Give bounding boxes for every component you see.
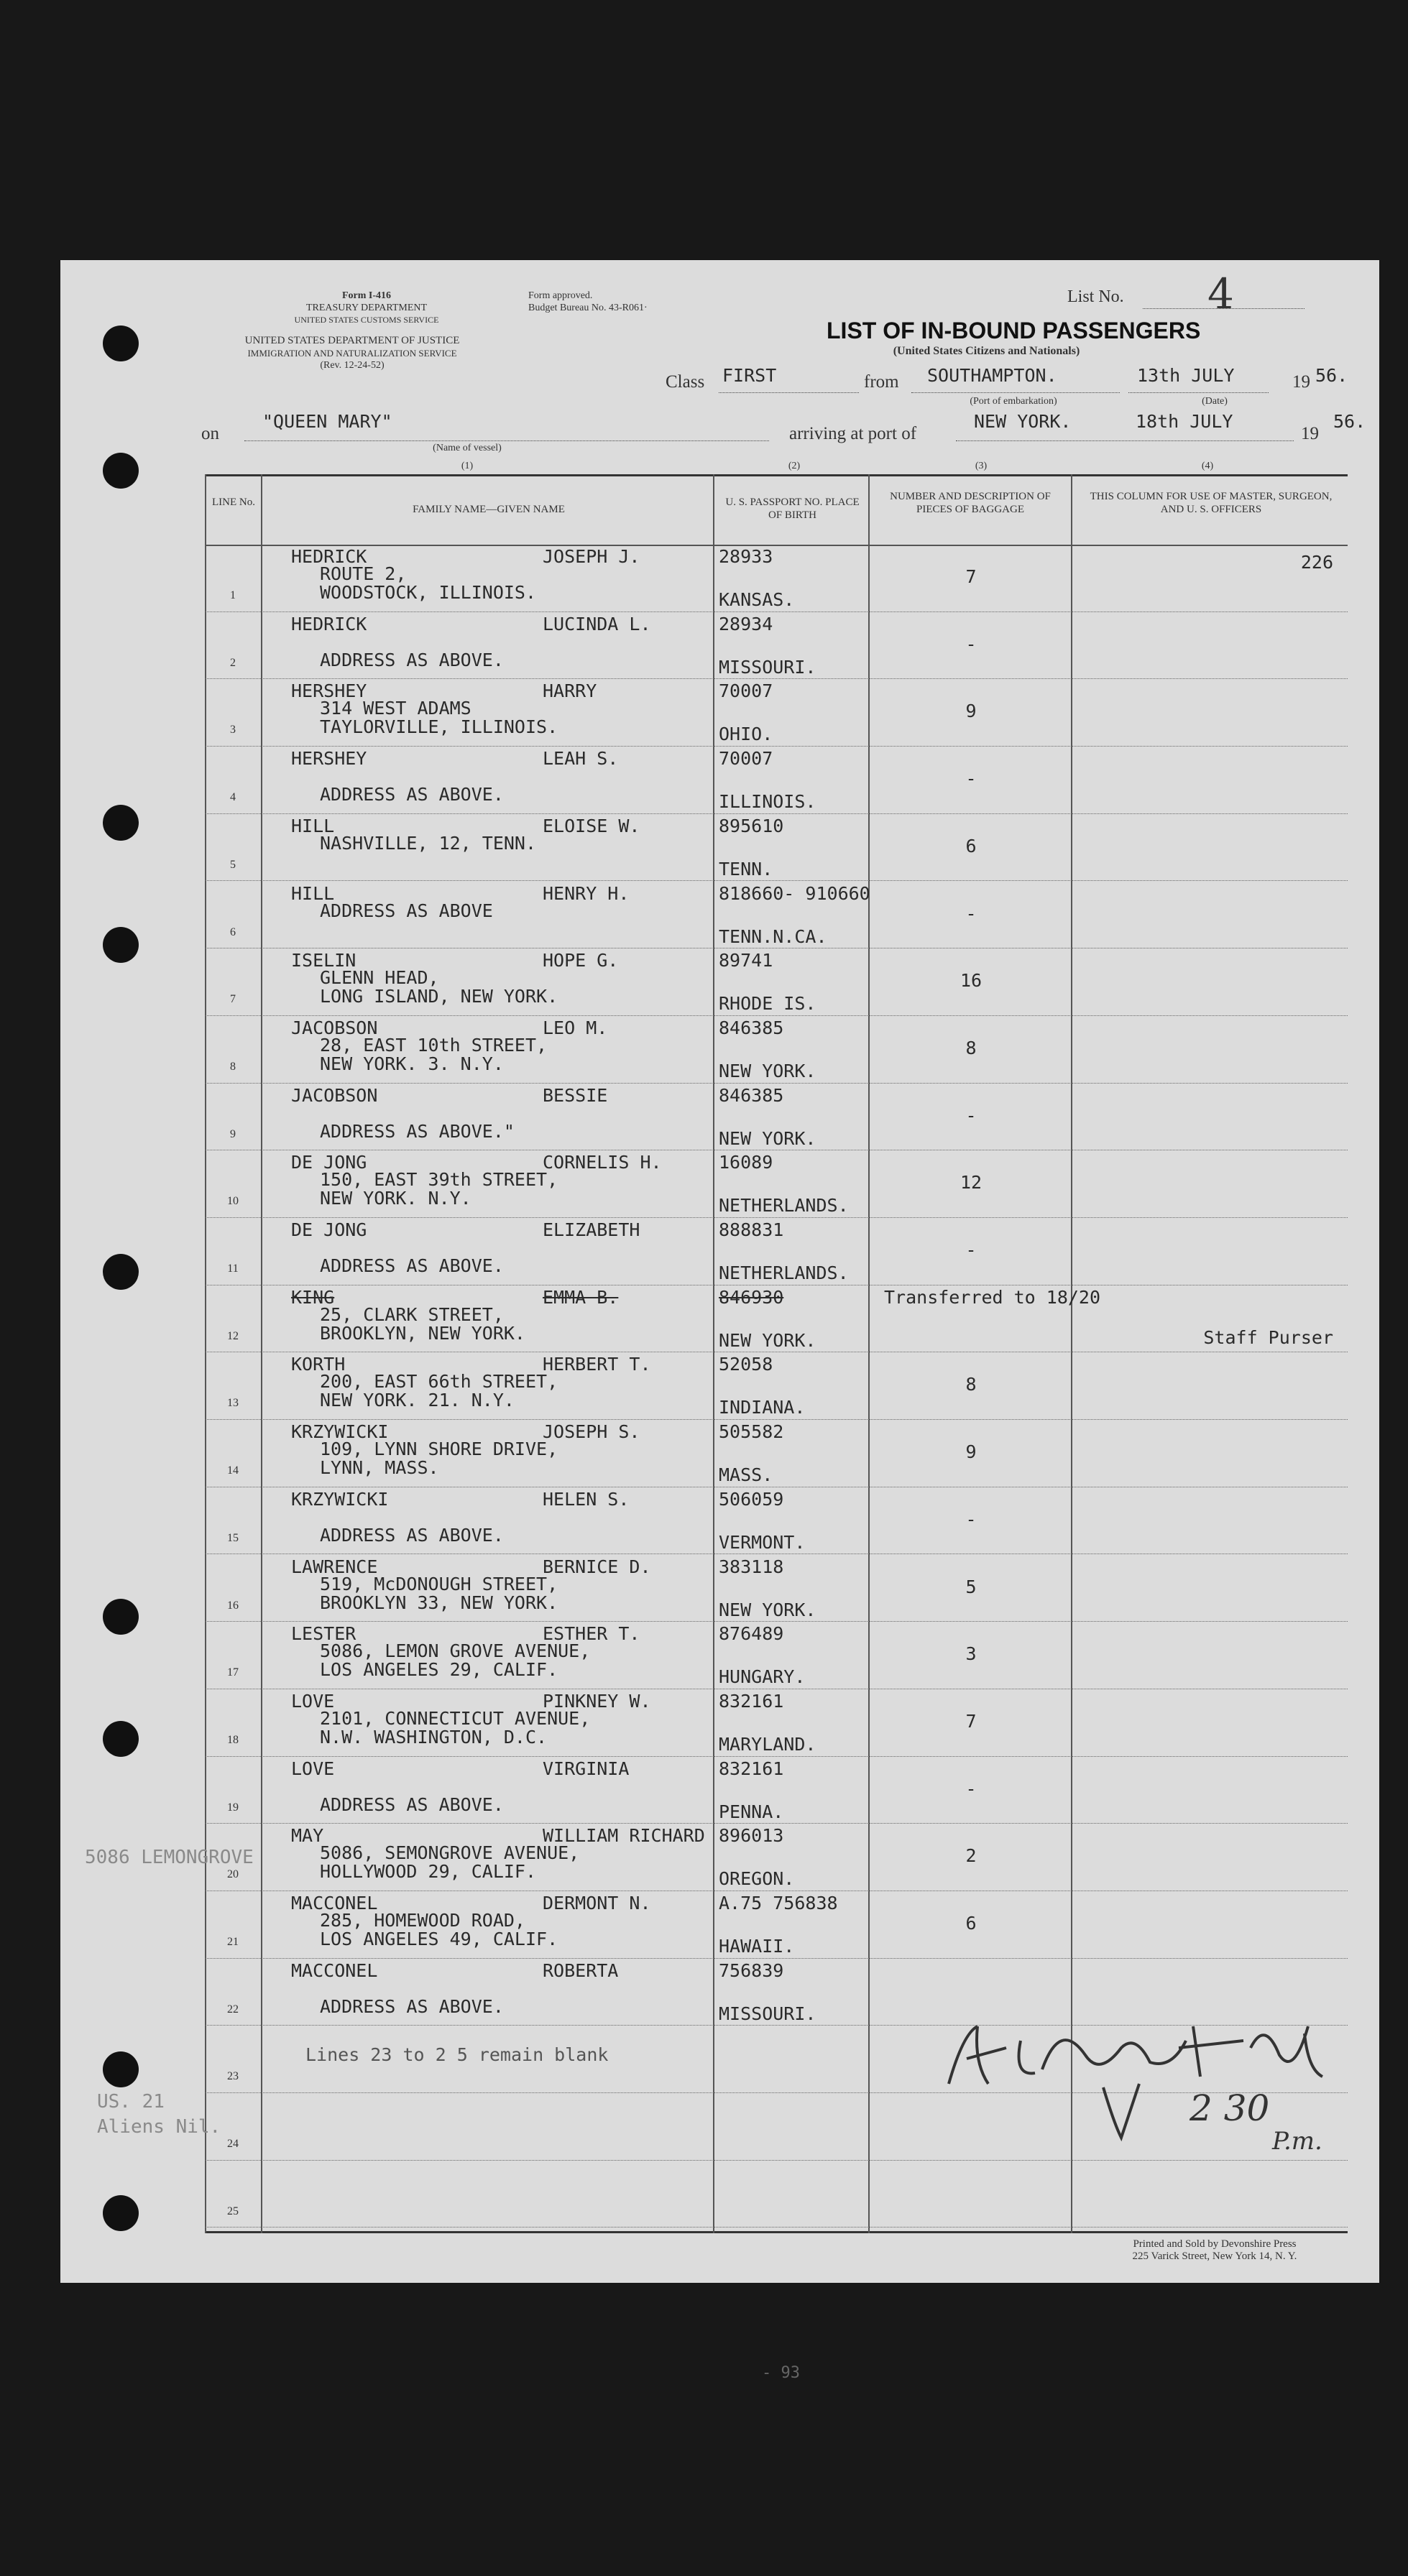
line-number: 23	[227, 2070, 239, 2083]
line-number: 24	[227, 2138, 239, 2151]
family-name: HEDRICK	[291, 613, 367, 634]
given-name: HERBERT T.	[543, 1354, 651, 1375]
table-row	[205, 1689, 1348, 1757]
ins-label: IMMIGRATION AND NATURALIZATION SERVICE	[247, 348, 457, 359]
given-name: ELOISE W.	[543, 815, 640, 836]
address-line-1: 25, CLARK STREET,	[320, 1303, 504, 1325]
given-name: JOSEPH J.	[543, 546, 640, 567]
table-row	[205, 948, 1348, 1016]
punch-hole	[103, 1254, 139, 1290]
baggage-count: 8	[965, 1374, 977, 1395]
passport-number: 876489	[719, 1623, 784, 1645]
address-line-2: HOLLYWOOD 29, CALIF.	[320, 1861, 537, 1883]
col3-number: (3)	[975, 461, 988, 471]
table-row	[205, 1420, 1348, 1487]
baggage-count: 9	[965, 701, 977, 722]
place-of-birth: PENNA.	[719, 1801, 784, 1822]
address-line-1: 519, McDONOUGH STREET,	[320, 1573, 558, 1594]
address-line-2: ADDRESS AS ABOVE."	[320, 1120, 515, 1142]
punch-hole	[103, 453, 139, 489]
form-approved: Form approved.	[528, 290, 593, 301]
address-line-1: NASHVILLE, 12, TENN.	[320, 832, 537, 854]
given-name: ESTHER T.	[543, 1623, 640, 1645]
family-name: MAY	[291, 1825, 324, 1847]
year-prefix: 19	[1292, 372, 1310, 392]
given-name: EMMA B.	[543, 1286, 619, 1308]
line-number: 10	[227, 1195, 239, 1208]
address-line-2: ADDRESS AS ABOVE.	[320, 1995, 504, 2017]
passport-number: 818660- 910660	[719, 882, 870, 904]
family-name: DE JONG	[291, 1219, 367, 1240]
margin-address-note: 5086 LEMONGROVE	[85, 1847, 254, 1868]
baggage-count: 3	[965, 1643, 977, 1665]
line-number: 7	[230, 993, 236, 1006]
line-number: 9	[230, 1127, 236, 1140]
given-name: DERMONT N.	[543, 1893, 651, 1913]
place-of-birth: NEW YORK.	[719, 1329, 816, 1351]
embarkation-year: 56.	[1315, 365, 1348, 386]
address-line-1: 5086, SEMONGROVE AVENUE,	[320, 1842, 580, 1864]
rev-label: (Rev. 12-24-52)	[320, 360, 385, 371]
embarkation-port: SOUTHAMPTON.	[927, 365, 1057, 386]
table-row	[205, 1352, 1348, 1420]
family-name: HILL	[291, 815, 335, 836]
line-number: 21	[227, 1936, 239, 1948]
passport-number: 28933	[719, 546, 773, 567]
table-row	[205, 747, 1348, 814]
passport-number: 756839	[719, 1959, 784, 1981]
embarkation-date: 13th JULY	[1137, 365, 1235, 386]
address-line-1: 5086, LEMON GROVE AVENUE,	[320, 1640, 591, 1662]
table-row	[205, 1824, 1348, 1891]
place-of-birth: NETHERLANDS.	[719, 1262, 849, 1283]
baggage-count: 2	[965, 1845, 977, 1867]
passport-number: A.75 756838	[719, 1893, 838, 1913]
col-line-no-header: LINE No.	[212, 497, 255, 508]
family-name: KRZYWICKI	[291, 1421, 389, 1443]
treasury-label: TREASURY DEPARTMENT	[305, 303, 428, 313]
family-name: KORTH	[291, 1354, 346, 1375]
place-of-birth: MARYLAND.	[719, 1733, 816, 1755]
class-label: Class	[666, 372, 705, 392]
date-note: (Date)	[1202, 396, 1228, 407]
given-name: LUCINDA L.	[543, 613, 651, 634]
col-officers-header: THIS COLUMN FOR USE OF MASTER, SURGEON, AND U. S. OFFICERS	[1090, 491, 1333, 515]
family-name: KRZYWICKI	[291, 1488, 389, 1510]
address-line-1: GLENN HEAD,	[320, 967, 439, 989]
given-name: LEAH S.	[543, 748, 619, 770]
given-name: HARRY	[543, 680, 597, 702]
place-of-birth: ILLINOIS.	[719, 791, 816, 813]
address-line-2: N.W. WASHINGTON, D.C.	[320, 1726, 548, 1748]
punch-hole	[103, 326, 139, 361]
baggage-count: -	[965, 1104, 977, 1126]
address-line-1: 2101, CONNECTICUT AVENUE,	[320, 1707, 591, 1729]
family-name: KING	[291, 1286, 335, 1308]
table-row	[205, 1891, 1348, 1959]
given-name: VIRGINIA	[543, 1758, 630, 1779]
passport-number: 846930	[719, 1286, 784, 1308]
signature-time: 2 30	[1190, 2087, 1270, 2129]
address-line-1: 314 WEST ADAMS	[320, 698, 471, 719]
passport-number: 89741	[719, 950, 773, 971]
family-name: LAWRENCE	[291, 1556, 378, 1577]
family-name: MACCONEL	[291, 1959, 378, 1981]
baggage-count: 8	[965, 1037, 977, 1058]
place-of-birth: NETHERLANDS.	[719, 1195, 849, 1217]
given-name: WILLIAM RICHARD	[543, 1825, 705, 1847]
form-number: Form I-416	[341, 290, 392, 301]
place-of-birth: MISSOURI.	[719, 656, 816, 678]
punch-hole	[103, 805, 139, 841]
line-number: 25	[227, 2205, 239, 2217]
table-row	[205, 1285, 1348, 1353]
punch-hole	[103, 1721, 139, 1757]
from-label: from	[864, 372, 899, 392]
checkmark	[1100, 2080, 1143, 2145]
page-title: LIST OF IN-BOUND PASSENGERS	[827, 318, 1201, 343]
place-of-birth: NEW YORK.	[719, 1127, 816, 1149]
family-name: JACOBSON	[291, 1084, 378, 1106]
col-baggage-header: NUMBER AND DESCRIPTION OF PIECES OF BAGGAGE	[890, 491, 1051, 515]
address-line-2: NEW YORK. 21. N.Y.	[320, 1390, 515, 1411]
arrival-year-prefix: 19	[1301, 424, 1319, 443]
baggage-count: -	[965, 1239, 977, 1260]
passport-number: 506059	[719, 1488, 784, 1510]
page-subtitle: (United States Citizens and Nationals)	[893, 345, 1080, 357]
given-name: JOSEPH S.	[543, 1421, 640, 1443]
table-row	[205, 1757, 1348, 1824]
class-value: FIRST	[722, 365, 777, 386]
line-number: 22	[227, 2003, 239, 2016]
family-name: HERSHEY	[291, 680, 367, 702]
vessel-name: "QUEEN MARY"	[262, 411, 392, 432]
baggage-count: 12	[960, 1172, 983, 1194]
passport-number: 888831	[719, 1219, 784, 1240]
printer-line: Printed and Sold by Devonshire Press	[1133, 2238, 1297, 2250]
baggage-count: 6	[965, 1913, 977, 1934]
baggage-count: 5	[965, 1576, 977, 1597]
col2-number: (2)	[788, 461, 801, 471]
address-line-1: 150, EAST 39th STREET,	[320, 1169, 558, 1191]
address-line-1: ADDRESS AS ABOVE	[320, 900, 493, 921]
budget-bureau: Budget Bureau No. 43-R061·	[528, 303, 648, 313]
baggage-count: 7	[965, 566, 977, 587]
arrival-date: 18th JULY	[1136, 411, 1233, 432]
signature-pm: P.m.	[1272, 2127, 1322, 2156]
baggage-count: 7	[965, 1710, 977, 1732]
table-row	[205, 1622, 1348, 1689]
given-name: BESSIE	[543, 1084, 608, 1106]
inspector-signature	[934, 2005, 1366, 2105]
given-name: HELEN S.	[543, 1488, 630, 1510]
given-name: PINKNEY W.	[543, 1690, 651, 1712]
family-name: JACOBSON	[291, 1017, 378, 1038]
table-row	[205, 679, 1348, 747]
passport-number: 505582	[719, 1421, 784, 1443]
baggage-count: 6	[965, 835, 977, 857]
col-passport-header: U. S. PASSPORT NO. PLACE OF BIRTH	[725, 497, 860, 521]
address-line-2: ADDRESS AS ABOVE.	[320, 1255, 504, 1276]
us-count: US. 21	[97, 2091, 165, 2113]
line-number: 2	[230, 656, 236, 669]
table-row	[205, 1555, 1348, 1622]
baggage-count: 9	[965, 1441, 977, 1463]
passport-number: 70007	[719, 748, 773, 770]
on-label: on	[201, 424, 219, 443]
baggage-count: -	[965, 768, 977, 790]
address-line-2: ADDRESS AS ABOVE.	[320, 784, 504, 805]
given-name: BERNICE D.	[543, 1556, 651, 1577]
col1-number: (1)	[461, 461, 474, 471]
place-of-birth: TENN.N.CA.	[719, 925, 827, 947]
table-row	[205, 1150, 1348, 1218]
passport-number: 28934	[719, 613, 773, 634]
line-number: 14	[227, 1464, 239, 1477]
address-line-2: LOS ANGELES 29, CALIF.	[320, 1659, 558, 1681]
line-number: 20	[227, 1868, 239, 1881]
family-name: MACCONEL	[291, 1893, 378, 1913]
punch-hole	[103, 2195, 139, 2231]
table-row	[205, 882, 1348, 949]
table-row	[205, 612, 1348, 680]
line-number: 18	[227, 1733, 239, 1746]
address-line-2: TAYLORVILLE, ILLINOIS.	[320, 716, 558, 738]
given-name: HOPE G.	[543, 950, 619, 971]
given-name: HENRY H.	[543, 882, 630, 904]
address-line-2: NEW YORK. N.Y.	[320, 1188, 471, 1209]
aliens-count: Aliens Nil.	[97, 2116, 221, 2138]
line-number: 11	[227, 1262, 239, 1275]
table-row	[205, 2161, 1348, 2228]
line-number: 13	[227, 1397, 239, 1410]
place-of-birth: OHIO.	[719, 724, 773, 745]
family-name: LOVE	[291, 1758, 335, 1779]
passport-number: 16089	[719, 1152, 773, 1173]
line-number: 3	[230, 724, 236, 737]
baggage-count: -	[965, 1508, 977, 1530]
family-name: HEDRICK	[291, 546, 367, 567]
address-line-1: 285, HOMEWOOD ROAD,	[320, 1910, 525, 1931]
address-line-2: ADDRESS AS ABOVE.	[320, 1524, 504, 1546]
line-number: 4	[230, 791, 236, 804]
table-row	[205, 1218, 1348, 1285]
address-line-1: 200, EAST 66th STREET,	[320, 1371, 558, 1393]
line-number: 12	[227, 1329, 239, 1342]
table-row	[205, 545, 1348, 612]
arriving-label: arriving at port of	[789, 424, 917, 443]
punch-hole	[103, 1599, 139, 1635]
address-line-2: LONG ISLAND, NEW YORK.	[320, 986, 558, 1007]
family-name: HERSHEY	[291, 748, 367, 770]
vessel-note: (Name of vessel)	[433, 443, 502, 453]
bottom-mark: - 93	[762, 2364, 800, 2382]
place-of-birth: OREGON.	[719, 1868, 795, 1890]
passport-number: 52058	[719, 1354, 773, 1375]
address-line-2: ADDRESS AS ABOVE.	[320, 1793, 504, 1815]
address-line-1: 28, EAST 10th STREET,	[320, 1034, 548, 1056]
customs-label: UNITED STATES CUSTOMS SERVICE	[294, 315, 439, 325]
table-row	[205, 1084, 1348, 1151]
table-row	[205, 814, 1348, 882]
officer-note: Staff Purser	[1203, 1326, 1333, 1348]
baggage-count: 16	[960, 970, 983, 992]
address-line-2: LOS ANGELES 49, CALIF.	[320, 1929, 558, 1949]
place-of-birth: HAWAII.	[719, 1936, 795, 1957]
address-line-2: ADDRESS AS ABOVE.	[320, 649, 504, 670]
arrival-year: 56.	[1333, 411, 1366, 432]
baggage-count: -	[965, 902, 977, 924]
given-name: LEO M.	[543, 1017, 608, 1038]
given-name: ROBERTA	[543, 1959, 619, 1981]
line-number: 17	[227, 1666, 239, 1679]
address-line-2: LYNN, MASS.	[320, 1457, 439, 1479]
family-name: ISELIN	[291, 950, 356, 971]
place-of-birth: MISSOURI.	[719, 2003, 816, 2024]
line-number: 5	[230, 858, 236, 871]
blank-lines-note: Lines 23 to 2 5 remain blank	[305, 2044, 609, 2065]
baggage-count: -	[965, 633, 977, 655]
passport-number: 832161	[719, 1758, 784, 1779]
baggage-count: -	[965, 1778, 977, 1799]
family-name: LESTER	[291, 1623, 356, 1645]
justice-label: UNITED STATES DEPARTMENT OF JUSTICE	[244, 335, 460, 346]
place-of-birth: RHODE IS.	[719, 993, 816, 1015]
passport-number: 895610	[719, 815, 784, 836]
list-number: 4	[1207, 269, 1234, 318]
address-line-2: BROOKLYN, NEW YORK.	[320, 1322, 525, 1344]
place-of-birth: INDIANA.	[719, 1397, 806, 1418]
place-of-birth: TENN.	[719, 858, 773, 880]
address-line-2: WOODSTOCK, ILLINOIS.	[320, 582, 537, 603]
passport-number: 846385	[719, 1084, 784, 1106]
address-line-1: ROUTE 2,	[320, 563, 407, 584]
col-name-header: FAMILY NAME—GIVEN NAME	[413, 504, 565, 515]
place-of-birth: NEW YORK.	[719, 1599, 816, 1620]
given-name: ELIZABETH	[543, 1219, 640, 1240]
line-number: 19	[227, 1801, 239, 1814]
passport-number: 383118	[719, 1556, 784, 1577]
arrival-port: NEW YORK.	[974, 411, 1072, 432]
family-name: DE JONG	[291, 1152, 367, 1173]
line-number: 6	[230, 925, 236, 938]
place-of-birth: NEW YORK.	[719, 1060, 816, 1081]
family-name: HILL	[291, 882, 335, 904]
line-number: 15	[227, 1531, 239, 1544]
address-line-1: 109, LYNN SHORE DRIVE,	[320, 1439, 558, 1460]
line-number: 1	[230, 589, 236, 601]
place-of-birth: HUNGARY.	[719, 1666, 806, 1688]
passport-number: 832161	[719, 1690, 784, 1712]
place-of-birth: KANSAS.	[719, 589, 795, 610]
line-number: 16	[227, 1599, 239, 1612]
printer-address: 225 Varick Street, New York 14, N. Y.	[1132, 2250, 1297, 2262]
table-row	[205, 1487, 1348, 1555]
given-name: CORNELIS H.	[543, 1152, 662, 1173]
port-embark-note: (Port of embarkation)	[970, 396, 1057, 407]
passport-number: 896013	[719, 1825, 784, 1847]
line-number: 8	[230, 1060, 236, 1073]
address-line-2: BROOKLYN 33, NEW YORK.	[320, 1592, 558, 1613]
punch-hole	[103, 2051, 139, 2087]
punch-hole	[103, 927, 139, 963]
family-name: LOVE	[291, 1690, 335, 1712]
passport-number: 846385	[719, 1017, 784, 1038]
place-of-birth: VERMONT.	[719, 1531, 806, 1553]
passport-number: 70007	[719, 680, 773, 702]
place-of-birth: MASS.	[719, 1464, 773, 1486]
table-row	[205, 1016, 1348, 1084]
list-no-label: List No.	[1067, 287, 1124, 306]
baggage-count: Transferred to 18/20	[884, 1286, 1101, 1308]
col4-number: (4)	[1201, 461, 1214, 471]
address-line-2: NEW YORK. 3. N.Y.	[320, 1053, 504, 1074]
officer-note: 226	[1300, 552, 1333, 573]
